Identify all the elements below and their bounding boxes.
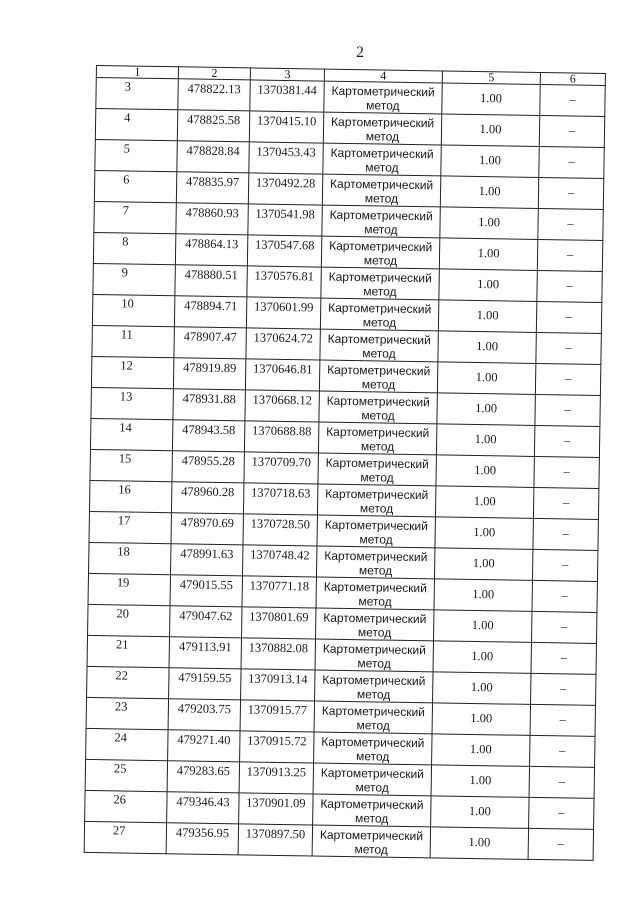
method-cell: [322, 174, 440, 207]
method-line-1: Картометрический: [322, 641, 427, 658]
point-number-cell: 21: [87, 635, 169, 667]
note-cell: –: [539, 115, 604, 147]
y-coordinate-cell: 1370576.81: [247, 266, 321, 298]
method-line-1: Картометрический: [320, 765, 425, 782]
accuracy-cell: 1.00: [438, 300, 536, 333]
note-cell: –: [536, 332, 601, 364]
method-cell: [318, 422, 436, 455]
method-line-1: Картометрический: [330, 145, 434, 162]
point-number-cell: 5: [95, 139, 177, 171]
method-line-1: Картометрический: [319, 827, 424, 844]
point-number-cell: 23: [86, 697, 168, 729]
note-cell: –: [537, 239, 602, 271]
method-cell: [313, 763, 431, 796]
method-line-2: метод: [362, 315, 397, 330]
point-number-cell: 12: [91, 356, 173, 388]
accuracy-cell: 1.00: [435, 517, 533, 550]
note-cell: –: [528, 828, 593, 860]
method-cell: [318, 453, 436, 486]
note-cell: –: [534, 456, 599, 488]
note-cell: –: [536, 301, 601, 333]
accuracy-cell: 1.00: [431, 796, 529, 829]
method-cell: [317, 484, 435, 517]
x-coordinate-cell: 479346.43: [167, 792, 239, 824]
method-line-2: метод: [358, 594, 392, 609]
accuracy-cell: 1.00: [430, 827, 528, 860]
method-line-1: Картометрический: [321, 703, 426, 720]
note-cell: –: [529, 766, 594, 798]
note-cell: –: [540, 84, 605, 116]
x-coordinate-cell: 478907.47: [174, 327, 246, 359]
note-cell: –: [535, 394, 600, 426]
y-coordinate-cell: 1370882.08: [241, 638, 315, 670]
x-coordinate-cell: 478943.58: [172, 420, 244, 452]
method-cell: [322, 205, 440, 238]
note-cell: –: [539, 146, 604, 178]
point-number-cell: 22: [87, 666, 169, 698]
method-line-2: метод: [366, 98, 400, 113]
point-number-cell: 14: [90, 418, 172, 450]
point-number-cell: 26: [85, 790, 167, 822]
x-coordinate-cell: 479271.40: [168, 730, 240, 762]
note-cell: –: [533, 518, 598, 550]
method-line-2: метод: [355, 780, 389, 795]
point-number-cell: 16: [89, 480, 171, 512]
y-coordinate-cell: 1370453.43: [249, 142, 323, 174]
method-line-1: Картометрический: [320, 796, 424, 813]
x-coordinate-cell: 479015.55: [170, 575, 242, 607]
method-line-1: Картометрический: [323, 579, 427, 596]
method-line-2: метод: [357, 625, 392, 640]
method-line-2: метод: [362, 346, 396, 361]
x-coordinate-cell: 478828.84: [177, 141, 249, 173]
y-coordinate-cell: 1370915.72: [240, 731, 314, 763]
y-coordinate-cell: 1370728.50: [243, 514, 317, 546]
accuracy-cell: 1.00: [436, 424, 534, 457]
y-coordinate-cell: 1370913.14: [241, 669, 315, 701]
method-line-2: метод: [356, 687, 391, 702]
method-cell: [317, 515, 435, 548]
note-cell: –: [533, 487, 598, 519]
method-line-1: Картометрический: [328, 269, 432, 286]
method-line-2: метод: [354, 842, 388, 857]
method-line-1: Картометрический: [331, 83, 435, 100]
method-line-2: метод: [361, 377, 396, 392]
x-coordinate-cell: 478822.13: [178, 79, 250, 111]
note-cell: –: [538, 208, 603, 240]
y-coordinate-cell: 1370801.69: [242, 607, 316, 639]
method-line-1: Картометрический: [324, 517, 428, 534]
accuracy-cell: 1.00: [433, 610, 531, 643]
column-header-6: 6: [540, 72, 605, 85]
method-line-1: Картометрический: [329, 207, 433, 224]
x-coordinate-cell: 478825.58: [177, 110, 249, 142]
table-body: [84, 78, 605, 861]
accuracy-cell: 1.00: [437, 362, 535, 395]
note-cell: –: [535, 363, 600, 395]
table-row: [84, 821, 593, 860]
note-cell: –: [532, 549, 597, 581]
method-cell: [312, 825, 430, 858]
x-coordinate-cell: 478880.51: [175, 265, 247, 297]
x-coordinate-cell: 478970.69: [171, 513, 243, 545]
method-line-2: метод: [355, 749, 390, 764]
accuracy-cell: 1.00: [438, 331, 536, 364]
method-cell: [319, 360, 437, 393]
accuracy-cell: 1.00: [431, 765, 529, 798]
y-coordinate-cell: 1370771.18: [242, 576, 316, 608]
method-cell: [320, 329, 438, 362]
method-line-1: Картометрический: [323, 610, 427, 627]
method-line-1: Картометрический: [325, 486, 429, 503]
point-number-cell: 3: [96, 78, 178, 110]
note-cell: –: [534, 425, 599, 457]
method-line-1: Картометрический: [324, 548, 428, 565]
point-number-cell: 15: [90, 449, 172, 481]
method-cell: [315, 639, 433, 672]
accuracy-cell: 1.00: [439, 269, 537, 302]
method-cell: [314, 732, 432, 765]
accuracy-cell: 1.00: [436, 455, 534, 488]
method-cell: [316, 608, 434, 641]
y-coordinate-cell: 1370915.77: [240, 700, 314, 732]
column-header-2: 2: [178, 67, 250, 80]
accuracy-cell: 1.00: [441, 145, 539, 178]
note-cell: –: [531, 642, 596, 674]
method-cell: [324, 81, 442, 114]
method-cell: [321, 267, 439, 300]
y-coordinate-cell: 1370541.98: [248, 204, 322, 236]
method-line-2: метод: [359, 532, 393, 547]
y-coordinate-cell: 1370901.09: [239, 793, 313, 825]
y-coordinate-cell: 1370624.72: [246, 328, 320, 360]
method-line-2: метод: [365, 129, 400, 144]
column-header-5: 5: [442, 71, 540, 85]
x-coordinate-cell: 478955.28: [172, 451, 244, 483]
point-number-cell: 11: [92, 325, 174, 357]
y-coordinate-cell: 1370897.50: [238, 824, 312, 856]
note-cell: –: [529, 797, 594, 829]
method-cell: [319, 391, 437, 424]
point-number-cell: 13: [91, 387, 173, 419]
method-cell: [314, 701, 432, 734]
method-cell: [316, 546, 434, 579]
y-coordinate-cell: 1370492.28: [248, 173, 322, 205]
method-line-1: Картометрический: [328, 300, 432, 317]
accuracy-cell: 1.00: [440, 207, 538, 240]
method-line-2: метод: [365, 160, 399, 175]
point-number-cell: 6: [94, 170, 176, 202]
y-coordinate-cell: 1370547.68: [247, 235, 321, 267]
point-number-cell: 20: [88, 604, 170, 636]
method-line-1: Картометрический: [329, 238, 433, 255]
method-line-2: метод: [360, 439, 395, 454]
column-header-1: 1: [96, 66, 178, 79]
accuracy-cell: 1.00: [440, 176, 538, 209]
method-line-2: метод: [363, 284, 397, 299]
point-number-cell: 7: [94, 201, 176, 233]
method-cell: [313, 794, 431, 827]
method-line-2: метод: [357, 656, 391, 671]
y-coordinate-cell: 1370913.25: [239, 762, 313, 794]
x-coordinate-cell: 478894.71: [174, 296, 246, 328]
y-coordinate-cell: 1370709.70: [244, 452, 318, 484]
method-line-1: Картометрический: [321, 734, 425, 751]
method-line-2: метод: [359, 501, 394, 516]
x-coordinate-cell: 479203.75: [168, 699, 240, 731]
accuracy-cell: 1.00: [437, 393, 535, 426]
accuracy-cell: 1.00: [441, 114, 539, 147]
point-number-cell: 18: [89, 542, 171, 574]
column-header-4: 4: [324, 69, 442, 83]
y-coordinate-cell: 1370748.42: [242, 545, 316, 577]
method-line-1: Картометрический: [327, 331, 431, 348]
accuracy-cell: 1.00: [442, 83, 540, 116]
method-line-1: Картометрический: [322, 672, 426, 689]
point-number-cell: 25: [85, 759, 167, 791]
point-number-cell: 4: [95, 109, 177, 141]
method-cell: [323, 143, 441, 176]
method-line-1: Картометрический: [326, 424, 430, 441]
page-number: 2: [356, 44, 364, 61]
y-coordinate-cell: 1370646.81: [245, 359, 319, 391]
note-cell: –: [530, 704, 595, 736]
point-number-cell: 8: [93, 232, 175, 264]
x-coordinate-cell: 478835.97: [176, 172, 248, 204]
column-header-3: 3: [250, 68, 324, 81]
method-line-2: метод: [364, 222, 398, 237]
accuracy-cell: 1.00: [439, 238, 537, 271]
point-number-cell: 24: [86, 728, 168, 760]
method-line-1: Картометрический: [330, 176, 434, 193]
x-coordinate-cell: 478960.28: [171, 482, 243, 514]
y-coordinate-cell: 1370415.10: [249, 111, 323, 143]
y-coordinate-cell: 1370601.99: [246, 297, 320, 329]
y-coordinate-cell: 1370718.63: [243, 483, 317, 515]
x-coordinate-cell: 479159.55: [169, 668, 241, 700]
y-coordinate-cell: 1370668.12: [245, 390, 319, 422]
x-coordinate-cell: 479113.91: [169, 637, 241, 669]
note-cell: –: [537, 270, 602, 302]
accuracy-cell: 1.00: [434, 548, 532, 581]
x-coordinate-cell: 479047.62: [170, 606, 242, 638]
accuracy-cell: 1.00: [432, 734, 530, 767]
note-cell: –: [538, 177, 603, 209]
note-cell: –: [530, 735, 595, 767]
note-cell: –: [531, 673, 596, 705]
method-cell: [320, 298, 438, 331]
point-number-cell: 27: [84, 821, 166, 853]
method-cell: [323, 112, 441, 145]
method-line-2: метод: [358, 563, 393, 578]
method-cell: [315, 670, 433, 703]
method-line-2: метод: [364, 191, 399, 206]
y-coordinate-cell: 1370381.44: [250, 80, 324, 112]
method-line-1: Картометрический: [330, 114, 435, 131]
accuracy-cell: 1.00: [434, 579, 532, 612]
method-line-1: Картометрический: [327, 362, 431, 379]
point-number-cell: 19: [88, 573, 170, 605]
method-line-2: метод: [363, 253, 398, 268]
method-line-1: Картометрический: [325, 455, 429, 472]
method-line-2: метод: [361, 408, 395, 423]
point-number-cell: 17: [89, 511, 171, 543]
note-cell: –: [532, 580, 597, 612]
method-cell: [321, 236, 439, 269]
accuracy-cell: 1.00: [432, 703, 530, 736]
x-coordinate-cell: 478864.13: [175, 234, 247, 266]
method-line-2: метод: [354, 811, 389, 826]
method-line-1: Картометрический: [326, 393, 430, 410]
accuracy-cell: 1.00: [433, 641, 531, 674]
method-line-2: метод: [360, 470, 394, 485]
method-line-2: метод: [356, 718, 390, 733]
accuracy-cell: 1.00: [433, 672, 531, 705]
x-coordinate-cell: 478931.88: [173, 389, 245, 421]
point-number-cell: 9: [93, 263, 175, 295]
x-coordinate-cell: 478860.93: [176, 203, 248, 235]
accuracy-cell: 1.00: [435, 486, 533, 519]
x-coordinate-cell: 479356.95: [166, 823, 238, 855]
y-coordinate-cell: 1370688.88: [244, 421, 318, 453]
x-coordinate-cell: 478919.89: [173, 358, 245, 390]
note-cell: –: [531, 611, 596, 643]
x-coordinate-cell: 479283.65: [167, 761, 239, 793]
method-cell: [316, 577, 434, 610]
x-coordinate-cell: 478991.63: [171, 544, 243, 576]
coordinates-table: [84, 65, 606, 861]
point-number-cell: 10: [92, 294, 174, 326]
